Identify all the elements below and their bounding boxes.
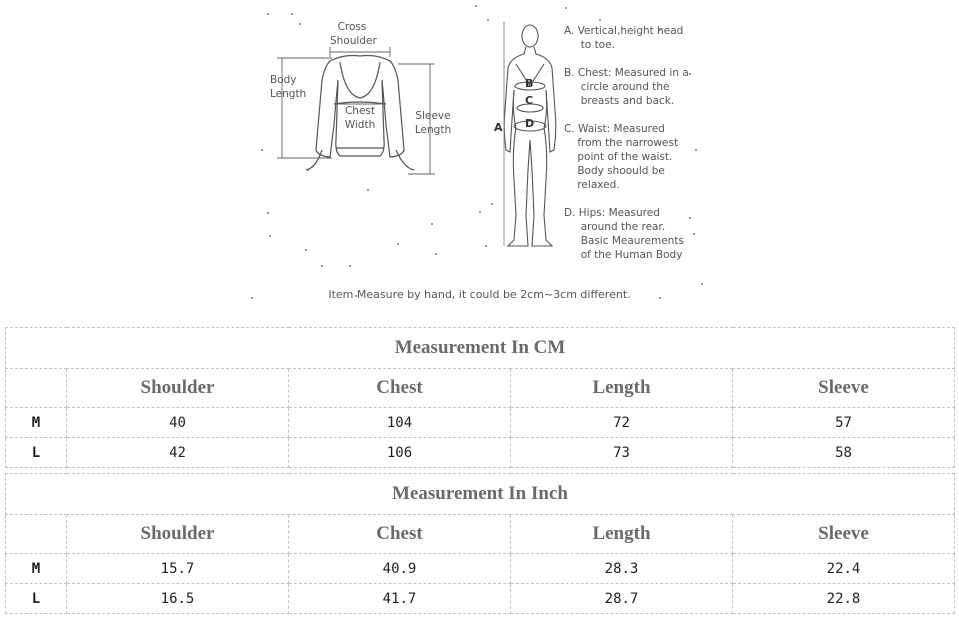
size-table-inch xyxy=(5,473,955,614)
sleeve-length-label: Sleeve Length xyxy=(414,110,452,136)
table-cell: 40 xyxy=(67,408,289,438)
size-table-cm xyxy=(5,327,955,468)
measure-caption: Item Measure by hand, it could be 2cm~3cm different. xyxy=(328,288,631,301)
table-cell: 58 xyxy=(733,438,955,468)
letter-d: D xyxy=(525,117,535,130)
column-header: Chest xyxy=(289,515,511,554)
table-cell: 22.4 xyxy=(733,554,955,584)
note-d: D. Hips: Measured around the rear. Basic Meaurements of the Human Body xyxy=(564,207,684,261)
size-label: M xyxy=(6,554,67,584)
table-row xyxy=(6,408,955,438)
header-blank xyxy=(6,369,67,408)
column-header: Sleeve xyxy=(733,515,955,554)
letter-b: B xyxy=(525,77,534,90)
note-c: C. Waist: Measured from the narrowest point of the waist. Body shoould be relaxed. xyxy=(564,123,679,191)
column-header: Chest xyxy=(289,369,511,408)
table-cell: 28.7 xyxy=(511,584,733,614)
table-title: Measurement In CM xyxy=(6,328,955,369)
table-cell: 28.3 xyxy=(511,554,733,584)
table-cell: 15.7 xyxy=(67,554,289,584)
body-length-label: Body Length xyxy=(270,74,307,100)
letter-c: C xyxy=(525,94,534,107)
column-header: Shoulder xyxy=(67,515,289,554)
table-cell: 40.9 xyxy=(289,554,511,584)
table-header-row xyxy=(6,369,955,408)
table-cell: 106 xyxy=(289,438,511,468)
table-cell: 73 xyxy=(511,438,733,468)
table-cell: 22.8 xyxy=(733,584,955,614)
note-b: B. Chest: Measured in a circle around the breasts and back. xyxy=(564,67,689,107)
table-row xyxy=(6,584,955,614)
cross-shoulder-label: Cross Shoulder xyxy=(330,21,377,47)
diagram-drawing xyxy=(0,0,959,300)
chest-width-label: Chest Width xyxy=(344,105,376,131)
column-header: Sleeve xyxy=(733,369,955,408)
table-cell: 57 xyxy=(733,408,955,438)
table-cell: 104 xyxy=(289,408,511,438)
note-a: A. Vertical,height head to toe. xyxy=(564,25,684,51)
table-cell: 41.7 xyxy=(289,584,511,614)
column-header: Length xyxy=(511,369,733,408)
header-blank xyxy=(6,515,67,554)
table-row xyxy=(6,554,955,584)
size-label: L xyxy=(6,438,67,468)
table-title-row xyxy=(6,328,955,369)
column-header: Shoulder xyxy=(67,369,289,408)
table-title-row xyxy=(6,474,955,515)
table-header-row xyxy=(6,515,955,554)
table-cell: 42 xyxy=(67,438,289,468)
size-label: L xyxy=(6,584,67,614)
table-cell: 72 xyxy=(511,408,733,438)
table-title: Measurement In Inch xyxy=(6,474,955,515)
body-outline xyxy=(504,25,556,246)
letter-a: A xyxy=(494,121,503,134)
column-header: Length xyxy=(511,515,733,554)
table-cell: 16.5 xyxy=(67,584,289,614)
size-label: M xyxy=(6,408,67,438)
table-row xyxy=(6,438,955,468)
